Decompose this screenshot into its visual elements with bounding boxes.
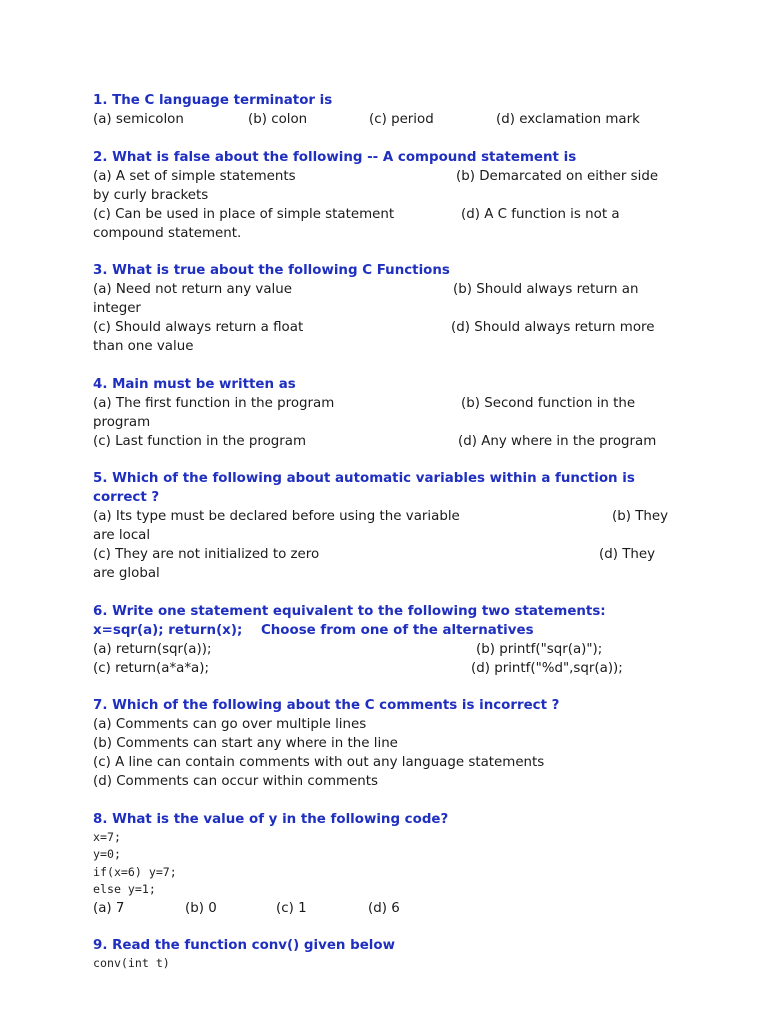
answer-option: (c) Should always return a float: [93, 320, 304, 335]
answer-option: (c) 1: [276, 900, 307, 916]
answer-line: [93, 734, 693, 753]
answer-line: [93, 753, 693, 772]
answer-option: (c) return(a*a*a);: [93, 660, 209, 676]
answer-option: are global: [93, 566, 160, 581]
answer-option: (b) 0: [185, 900, 217, 916]
question-7: [93, 696, 693, 791]
question-title: 5. Which of the following about automatic variables within a function is correct ?: [93, 471, 635, 505]
answer-option: (d) Should always return more: [451, 320, 655, 335]
answer-line: [93, 659, 693, 678]
question-title: 3. What is true about the following C Functions: [93, 263, 450, 278]
question-title: 9. Read the function conv() given below: [93, 938, 395, 953]
answer-option: (a) Its type must be declared before using the variable: [93, 509, 460, 524]
answer-option: (b) printf("sqr(a)");: [476, 641, 603, 657]
code-line: else y=1;: [93, 882, 156, 896]
answer-option: (b) They: [612, 509, 669, 524]
answer-line: [93, 318, 693, 337]
answer-line: [93, 110, 693, 129]
question-title: 4. Main must be written as: [93, 376, 296, 392]
answer-option: are local: [93, 528, 151, 543]
answer-line: [93, 432, 693, 451]
answer-option: (c) A line can contain comments with out any language statements: [93, 755, 545, 770]
question-8: [93, 810, 693, 918]
answer-line: [93, 507, 693, 526]
question-title: 6. Write one statement equivalent to the following two statements: x=sqr(a); return(x); Choose from one of the alternatives: [93, 603, 606, 638]
answer-option: (a) return(sqr(a));: [93, 641, 212, 657]
code-block: [93, 955, 693, 973]
answer-option: (a) semicolon: [93, 112, 184, 127]
answer-option: (a) Comments can go over multiple lines: [93, 717, 367, 732]
answer-line: [93, 205, 693, 224]
answer-option: (b) Second function in the: [461, 395, 636, 411]
answer-option: integer: [93, 301, 141, 316]
code-block: [93, 829, 693, 899]
answer-option: (d) They: [599, 547, 656, 562]
answer-option: (a) 7: [93, 900, 125, 916]
question-2: [93, 148, 693, 243]
answer-line: [93, 772, 693, 791]
answer-line: [93, 564, 693, 583]
answer-option: (c) period: [369, 112, 434, 127]
answer-option: compound statement.: [93, 225, 242, 241]
question-title: 1. The C language terminator is: [93, 93, 333, 108]
question-4: [93, 375, 693, 451]
answer-option: (d) printf("%d",sqr(a));: [471, 660, 623, 676]
question-title: 8. What is the value of y in the following code?: [93, 811, 449, 827]
answer-option: (d) Any where in the program: [458, 433, 657, 449]
answer-line: [93, 337, 693, 356]
question-title: 2. What is false about the following -- A compound statement is: [93, 149, 577, 165]
quiz-page: [93, 91, 693, 991]
answer-line: [93, 280, 693, 299]
answer-option: (b) Demarcated on either side: [456, 168, 659, 184]
options-line: [93, 899, 693, 918]
code-line: x=7;: [93, 829, 121, 844]
answer-option: (d) exclamation mark: [496, 112, 640, 127]
answer-option: by curly brackets: [93, 187, 209, 203]
questions-list: [93, 91, 693, 791]
answer-option: (c) They are not initialized to zero: [93, 547, 320, 562]
answer-option: (d) A C function is not a: [461, 206, 620, 222]
answer-option: (d) Comments can occur within comments: [93, 774, 378, 789]
question-1: [93, 91, 693, 129]
question-6: [93, 602, 693, 678]
code-line: conv(int t): [93, 956, 170, 970]
answer-line: [93, 526, 693, 545]
code-line: y=0;: [93, 847, 121, 861]
answer-line: [93, 413, 693, 432]
answer-option: (c) Can be used in place of simple statement: [93, 206, 395, 222]
answer-option: than one value: [93, 339, 194, 354]
answer-line: [93, 299, 693, 318]
answer-option: (b) Comments can start any where in the line: [93, 736, 398, 751]
question-9: [93, 936, 693, 973]
answer-option: (c) Last function in the program: [93, 433, 307, 449]
question-5: [93, 469, 693, 583]
answer-option: (a) Need not return any value: [93, 282, 292, 297]
answer-line: [93, 167, 693, 186]
answer-option: (a) The first function in the program: [93, 395, 335, 411]
answer-option: program: [93, 414, 151, 430]
answer-option: (b) Should always return an: [453, 282, 639, 297]
answer-line: [93, 224, 693, 243]
answer-line: [93, 394, 693, 413]
question-title: 7. Which of the following about the C comments is incorrect ?: [93, 698, 560, 713]
answer-line: [93, 545, 693, 564]
question-3: [93, 261, 693, 356]
answer-option: (d) 6: [368, 900, 400, 916]
code-line: if(x=6) y=7;: [93, 864, 177, 879]
answer-line: [93, 640, 693, 659]
answer-option: (b) colon: [248, 112, 308, 127]
answer-line: [93, 715, 693, 734]
answer-line: [93, 186, 693, 205]
answer-option: (a) A set of simple statements: [93, 168, 296, 184]
